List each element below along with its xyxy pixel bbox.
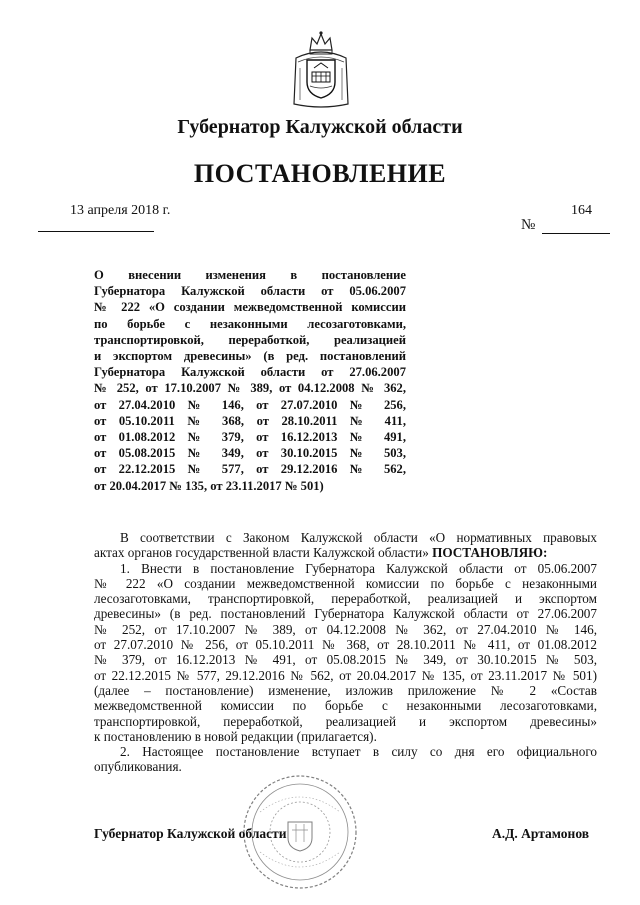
paragraph-1-line: № 252, от 17.10.2007 № 389, от 04.12.2008 № 362, от 27.04.2010 № 146, (94, 621, 597, 637)
paragraph-1-line: межведомственной комиссии по борьбе с незаконными лесозаготовками, (94, 698, 597, 714)
paragraph-1-line: 1. Внести в постановление Губернатора Калужской области от 05.06.2007 (120, 560, 597, 576)
number-sign: № (521, 217, 536, 233)
subject-line: по борьбе с незаконными лесозаготовками, (94, 316, 406, 331)
date-underline (38, 231, 154, 232)
paragraph-2-line: 2. Настоящее постановление вступает в силу со дня его официального (120, 744, 597, 760)
number-underline (542, 233, 610, 234)
paragraph-1-line: к постановлению в новой редакции (прилагается). (94, 728, 377, 744)
subject-line: Губернатора Калужской области от 27.06.2007 (94, 365, 406, 380)
signatory-name: А.Д. Артамонов (492, 826, 590, 841)
paragraph-2-line: опубликования. (94, 759, 182, 775)
body-line: В соответствии с Законом Калужской области «О нормативных правовых (120, 530, 597, 545)
subject-line: Губернатора Калужской области от 05.06.2007 (94, 284, 406, 299)
subject-line: О внесении изменения в постановление (94, 268, 406, 282)
subject-line: от 01.08.2012 № 379, от 16.12.2013 № 491, (94, 430, 406, 445)
body-text: актах органов государственной власти Калужской области» (94, 545, 429, 561)
subject-line: транспортировкой, переработкой, реализацией (94, 332, 406, 347)
document-number: 164 (571, 203, 592, 218)
body-line (94, 545, 597, 560)
subject-line: от 27.04.2010 № 146, от 27.07.2010 № 256, (94, 397, 406, 412)
paragraph-1-line: № 222 «О создании межведомственной комиссии по борьбе с незаконными (94, 575, 597, 591)
subject-line: от 05.08.2015 № 349, от 30.10.2015 № 503, (94, 446, 406, 461)
subject-line: от 20.04.2017 № 135, от 23.11.2017 № 501) (94, 478, 324, 493)
paragraph-1-line: от 22.12.2015 № 577, 29.12.2016 № 562, от 20.04.2017 № 135, от 23.11.2017 № 501) (94, 667, 597, 683)
resolution-keyword: ПОСТАНОВЛЯЮ: (432, 545, 548, 561)
document-body (94, 530, 597, 775)
document-type-title: ПОСТАНОВЛЕНИЕ (193, 159, 447, 188)
subject-line: № 252, от 17.10.2007 № 389, от 04.12.2008 № 362, (94, 381, 406, 396)
subject-line: и экспортом древесины» (в ред. постановлений (94, 349, 406, 364)
paragraph-1-line: от 27.07.2010 № 256, от 05.10.2011 № 368, от 28.10.2011 № 411, от 01.08.2012 (94, 637, 597, 653)
signatory-position: Губернатор Калужской области (94, 826, 287, 841)
paragraph-1-line: древесины» (в ред. постановлений Губернатора Калужской области от 27.06.2007 (94, 606, 597, 622)
subject-line: от 22.12.2015 № 577, от 29.12.2016 № 562, (94, 462, 406, 477)
paragraph-1-line: № 379, от 16.12.2013 № 491, от 05.08.2015 № 349, от 30.10.2015 № 503, (94, 652, 597, 668)
paragraph-1-line: лесозаготовками, транспортировкой, переработкой, реализацией и экспортом (94, 591, 597, 607)
coat-of-arms-emblem (290, 28, 352, 110)
subject-line: от 05.10.2011 № 368, от 28.10.2011 № 411, (94, 413, 406, 428)
issuing-authority: Губернатор Калужской области (177, 116, 463, 138)
document-subject (94, 267, 406, 494)
subject-line: № 222 «О создании межведомственной комиссии (94, 300, 406, 315)
paragraph-1-line: транспортировкой, переработкой, реализацией и экспортом древесины» (94, 713, 597, 729)
paragraph-1-line: (далее – постановление) изменение, изложив приложение № 2 «Состав (94, 682, 597, 698)
document-date: 13 апреля 2018 г. (70, 203, 171, 218)
